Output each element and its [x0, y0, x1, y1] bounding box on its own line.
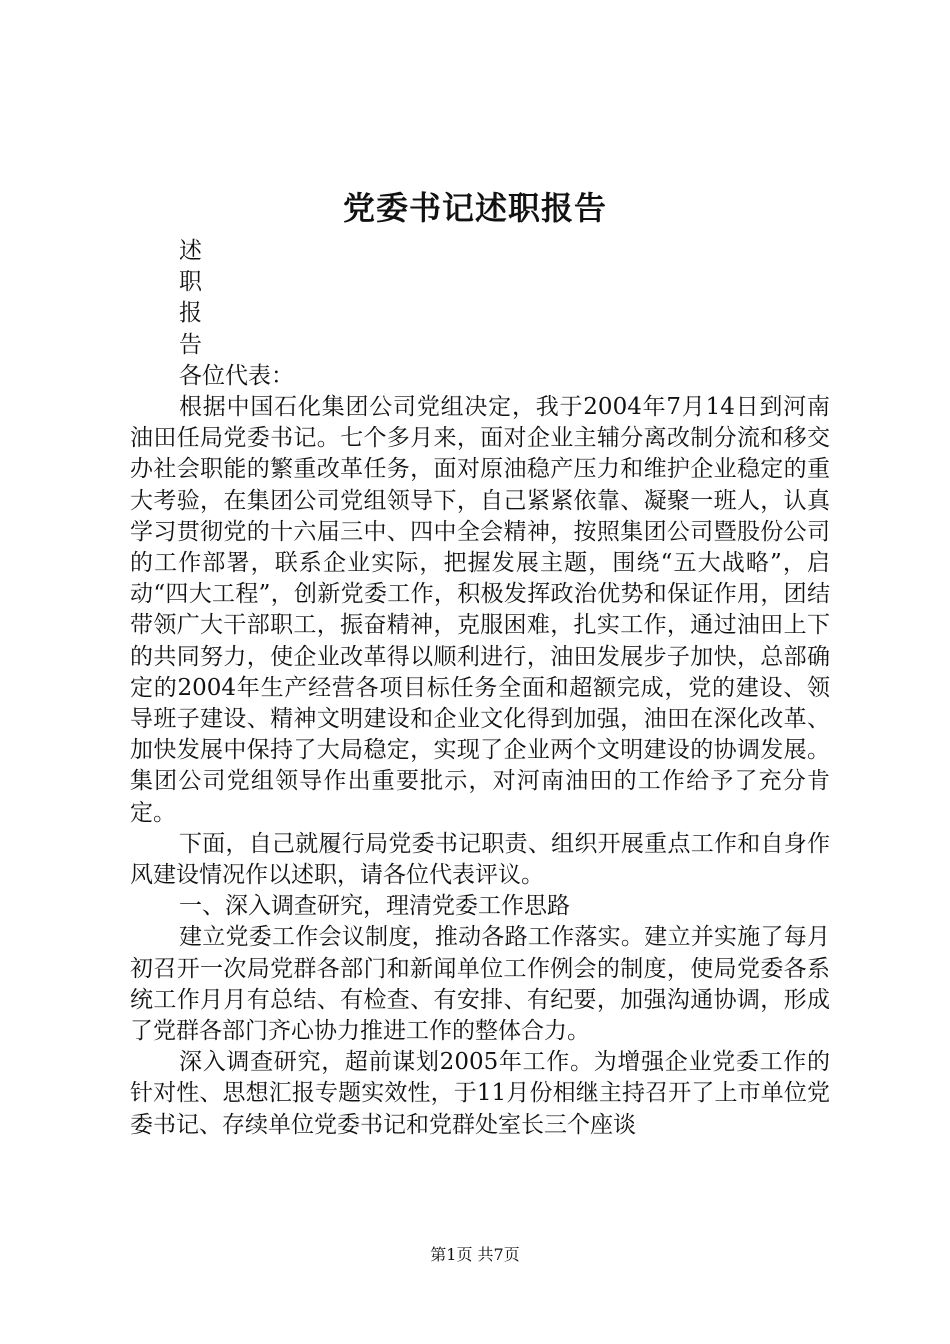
body-paragraph: 下面，自己就履行局党委书记职责、组织开展重点工作和自身作风建设情况作以述职，请各位代表评议。 [130, 830, 830, 889]
body-paragraph: 根据中国石化集团公司党组决定，我于2004年7月14日到河南油田任局党委书记。七个多月来，面对企业主辅分离改制分流和移交办社会职能的繁重改革任务，面对原油稳产压力和维护企业稳定的重大考验，在集团公司党组领导下，自己紧紧依靠、凝聚一班人，认真学习贯彻党的十六届三中、四中全会精神，按照集团公司暨股份公司的工作部署，联系企业实际，把握发展主题，围绕“五大战略”，启动“四大工程”，创新党委工作，积极发挥政治优势和保证作用，团结带领广大干部职工，振奋精神，克服困难，扎实工作，通过油田上下的共同努力，使企业改革得以顺利进行，油田发展步子加快，总部确定的2004年生产经营各项目标任务全面和超额完成，党的建设、领导班子建设、精神文明建设和企业文化得到加强，油田在深化改革、加快发展中保持了大局稳定，实现了企业两个文明建设的协调发展。集团公司党组领导作出重要批示，对河南油田的工作给予了充分肯定。 [130, 394, 830, 826]
document-body [130, 236, 830, 1141]
vertical-heading-char: 述 [179, 238, 202, 264]
body-paragraph: 建立党委工作会议制度，推动各路工作落实。建立并实施了每月初召开一次局党群各部门和新闻单位工作例会的制度，使局党委各系统工作月月有总结、有检查、有安排、有纪要，加强沟通协调，形成了党群各部门齐心协力推进工作的整体合力。 [130, 924, 830, 1045]
page-footer: 第1页 共7页 [430, 1245, 520, 1264]
salutation: 各位代表： [179, 362, 294, 389]
vertical-heading-char: 报 [179, 300, 202, 327]
section-heading: 一、深入调查研究，理清党委工作思路 [179, 893, 570, 920]
vertical-heading-char: 告 [179, 331, 202, 358]
vertical-heading-char: 职 [179, 269, 202, 296]
body-paragraph: 深入调查研究，超前谋划2005年工作。为增强企业党委工作的针对性、思想汇报专题实效性，于11月份相继主持召开了上市单位党委书记、存续单位党委书记和党群处室长三个座谈 [130, 1049, 830, 1138]
document-title: 党委书记述职报告 [342, 189, 607, 227]
